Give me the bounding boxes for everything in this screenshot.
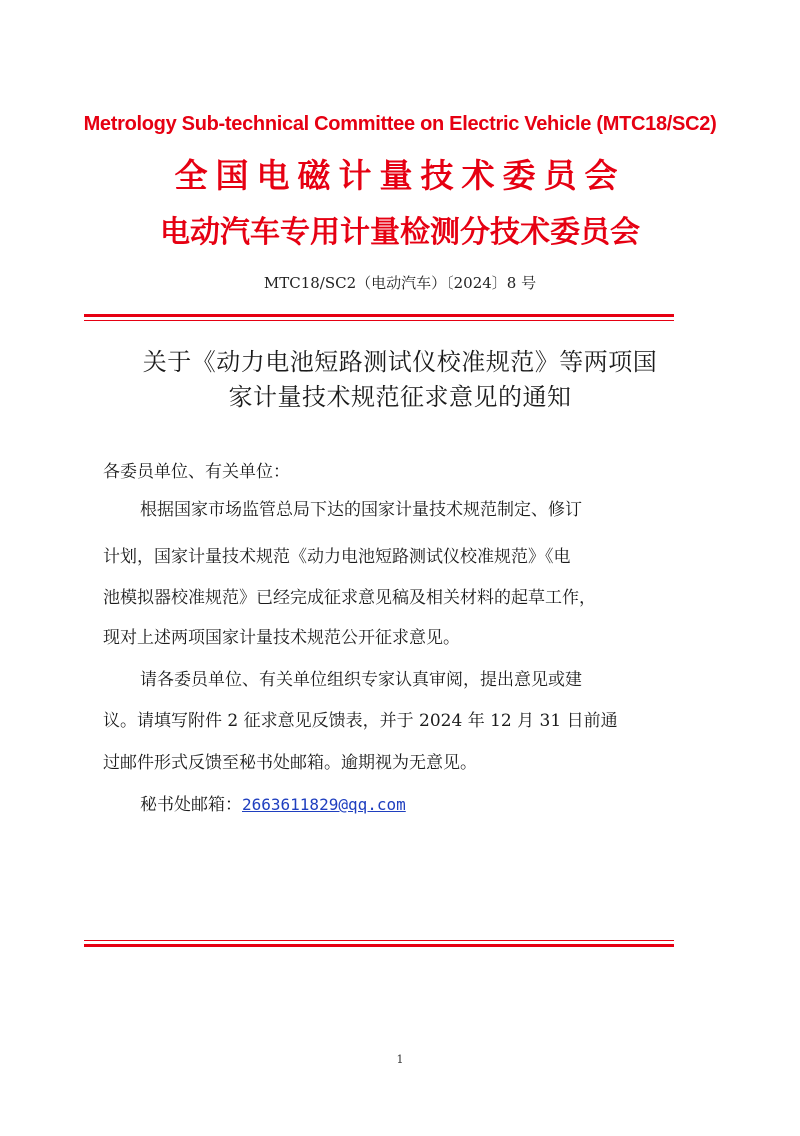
paragraph-2-line: 请各委员单位、有关单位组织专家认真审阅，提出意见或建 — [140, 670, 582, 690]
document-title-line-2: 家计量技术规范征求意见的通知 — [228, 383, 572, 411]
document-title-line-1: 关于《动力电池短路测试仪校准规范》等两项国 — [142, 348, 658, 376]
email-label: 秘书处邮箱： — [140, 795, 242, 815]
header-divider-thin — [84, 320, 674, 321]
footer-divider-thin — [84, 940, 674, 941]
paragraph-2-line: 过邮件形式反馈至秘书处邮箱。逾期视为无意见。 — [103, 753, 477, 773]
committee-chinese-name: 全国电磁计量技术委员会 — [174, 156, 626, 195]
page-number: 1 — [396, 1053, 404, 1066]
salutation: 各委员单位、有关单位： — [103, 462, 290, 482]
footer-divider-thick — [84, 944, 674, 947]
paragraph-1-line: 现对上述两项国家计量技术规范公开征求意见。 — [103, 628, 460, 648]
header-divider-thick — [84, 314, 674, 317]
document-number: MTC18/SC2（电动汽车）〔2024〕8 号 — [263, 274, 537, 292]
email-row — [140, 795, 710, 815]
paragraph-2-line: 议。请填写附件 2 征求意见反馈表，并于 2024 年 12 月 31 日前通 — [103, 711, 618, 731]
paragraph-1-line: 计划，国家计量技术规范《动力电池短路测试仪校准规范》《电 — [103, 547, 571, 567]
paragraph-1-line: 根据国家市场监管总局下达的国家计量技术规范制定、修订 — [140, 500, 582, 520]
subcommittee-chinese-name: 电动汽车专用计量检测分技术委员会 — [160, 215, 640, 250]
paragraph-1-line: 池模拟器校准规范》已经完成征求意见稿及相关材料的起草工作， — [103, 588, 596, 608]
email-link[interactable]: 2663611829@qq.com — [242, 795, 406, 814]
committee-english-name: Metrology Sub-technical Committee on Electric Vehicle (MTC18/SC2) — [83, 113, 717, 135]
